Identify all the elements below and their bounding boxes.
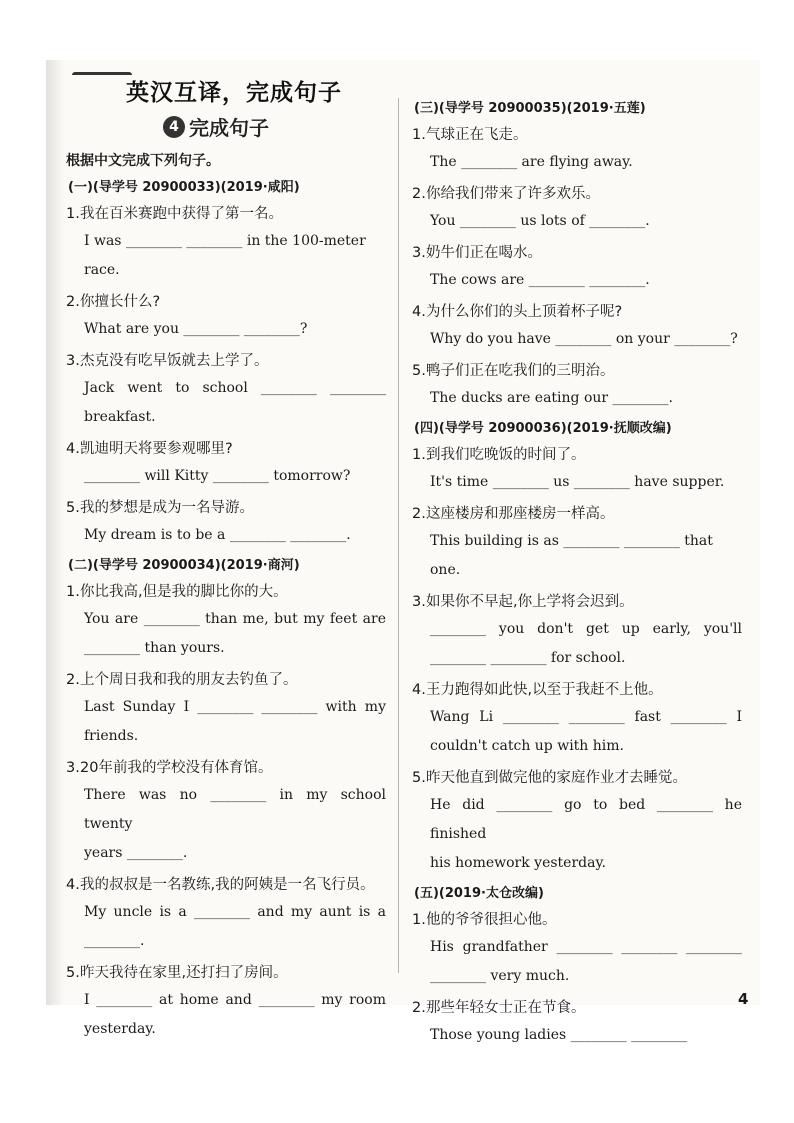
english-sentence: The ________ are flying away.	[430, 154, 633, 170]
chinese-sentence	[412, 181, 742, 207]
chinese-sentence	[66, 289, 386, 315]
group-header: (二)(导学号 20900034)(2019·商河)	[68, 558, 300, 573]
chinese-text: 你擅长什么?	[80, 294, 161, 310]
item-number: 4.	[412, 682, 426, 698]
chinese-sentence	[66, 436, 386, 462]
english-sentence: You are ________ than me, but my feet are	[84, 611, 386, 627]
column-divider	[398, 98, 399, 973]
right-column	[412, 93, 742, 1054]
chinese-text: 鸭子们正在吃我们的三明治。	[426, 363, 615, 379]
exercise-item	[66, 960, 386, 1044]
english-sentence: Jack went to school ________ ________	[84, 380, 386, 396]
exercise-item	[66, 201, 386, 285]
group-header: (四)(导学号 20900036)(2019·抚顺改编)	[414, 421, 672, 436]
english-sentence: Why do you have ________ on your ________?	[430, 331, 738, 347]
exercise-item	[66, 348, 386, 432]
chinese-text: 上个周日我和我的朋友去钓鱼了。	[80, 672, 298, 688]
chinese-text: 我的叔叔是一名教练,我的阿姨是一名飞行员。	[80, 877, 375, 893]
chinese-text: 为什么你们的头上顶着杯子呢?	[426, 304, 623, 320]
chinese-text: 气球正在飞走。	[426, 127, 528, 143]
english-sentence: I ________ at home and ________ my room	[84, 992, 386, 1008]
instruction: 根据中文完成下列句子。	[66, 153, 220, 169]
chinese-text: 我在百米赛跑中获得了第一名。	[80, 206, 283, 222]
chinese-sentence	[66, 872, 386, 898]
english-sentence: ________ very much.	[430, 968, 570, 984]
chinese-sentence	[412, 677, 742, 703]
english-sentence: This building is as ________ ________ that one.	[430, 533, 713, 578]
chinese-text: 昨天我待在家里,还打扫了房间。	[80, 965, 288, 981]
item-number: 3.	[412, 594, 426, 610]
chinese-sentence	[412, 501, 742, 527]
chinese-text: 奶牛们正在喝水。	[426, 245, 542, 261]
english-sentence: ________ you don't get up early, you'll	[430, 621, 742, 637]
chinese-sentence	[412, 358, 742, 384]
group-header: (五)(2019·太仓改编)	[414, 886, 544, 901]
english-sentence: Those young ladies ________ ________	[430, 1027, 688, 1043]
chinese-sentence	[66, 495, 386, 521]
english-sentence: ________ than yours.	[84, 640, 225, 656]
english-sentence: The ducks are eating our ________.	[430, 390, 674, 406]
chinese-sentence	[66, 348, 386, 374]
exercise-item	[412, 240, 742, 295]
section-title	[163, 112, 269, 141]
chinese-sentence	[66, 201, 386, 227]
exercise-item	[66, 872, 386, 956]
item-number: 5.	[412, 770, 426, 786]
chinese-text: 这座楼房和那座楼房一样高。	[426, 506, 615, 522]
english-sentence: My dream is to be a ________ ________.	[84, 527, 351, 543]
item-number: 3.	[66, 353, 80, 369]
item-number: 5.	[412, 363, 426, 379]
exercise-item	[66, 667, 386, 751]
exercise-item	[412, 995, 742, 1050]
english-sentence: It's time ________ us ________ have supper.	[430, 474, 725, 490]
chinese-text: 他的爷爷很担心他。	[426, 912, 557, 928]
item-number: 2.	[66, 672, 80, 688]
item-number: 1.	[412, 447, 426, 463]
item-number: 4.	[66, 441, 80, 457]
exercise-group	[412, 882, 742, 1050]
main-title: 英汉互译，完成句子	[126, 79, 342, 106]
chinese-text: 如果你不早起,你上学将会迟到。	[426, 594, 634, 610]
chinese-text: 杰克没有吃早饭就去上学了。	[80, 353, 269, 369]
item-number: 5.	[66, 500, 80, 516]
chinese-text: 到我们吃晚饭的时间了。	[426, 447, 586, 463]
exercise-item	[66, 436, 386, 491]
item-number: 2.	[412, 1000, 426, 1016]
chinese-text: 你比我高,但是我的脚比你的大。	[80, 584, 288, 600]
item-number: 3.	[412, 245, 426, 261]
exercise-item	[412, 442, 742, 497]
english-sentence: My uncle is a ________ and my aunt is a	[84, 904, 386, 920]
page-shadow	[46, 60, 64, 1005]
exercise-item	[412, 501, 742, 585]
chinese-sentence	[412, 299, 742, 325]
exercise-group	[412, 97, 742, 413]
chinese-text: 凯迪明天将要参观哪里?	[80, 441, 233, 457]
exercise-item	[412, 358, 742, 413]
item-number: 3.	[66, 760, 80, 776]
exercise-item	[412, 765, 742, 878]
english-sentence: There was no ________ in my school twenty	[84, 787, 386, 832]
chinese-sentence	[66, 667, 386, 693]
item-number: 2.	[66, 294, 80, 310]
english-sentence: ________ ________ for school.	[430, 650, 626, 666]
english-sentence: years ________.	[84, 845, 188, 861]
group-header: (一)(导学号 20900033)(2019·咸阳)	[68, 180, 300, 195]
exercise-item	[66, 755, 386, 868]
english-sentence: his homework yesterday.	[430, 855, 606, 871]
section-title-text: 完成句子	[189, 116, 269, 140]
english-sentence: yesterday.	[84, 1021, 156, 1037]
exercise-group	[66, 554, 386, 1044]
chinese-text: 王力跑得如此快,以至于我赶不上他。	[426, 682, 663, 698]
item-number: 1.	[66, 206, 80, 222]
chinese-sentence	[412, 765, 742, 791]
english-sentence: breakfast.	[84, 409, 156, 425]
group-header: (三)(导学号 20900035)(2019·五莲)	[414, 101, 646, 116]
left-column	[66, 150, 386, 1048]
exercise-item	[412, 907, 742, 991]
page-number: 4	[738, 990, 749, 1008]
chinese-text: 我的梦想是成为一名导游。	[80, 500, 254, 516]
english-sentence: His grandfather ________ ________ ________	[430, 939, 742, 955]
chinese-sentence	[412, 240, 742, 266]
item-number: 1.	[66, 584, 80, 600]
chinese-sentence	[66, 579, 386, 605]
exercise-item	[412, 181, 742, 236]
chinese-sentence	[412, 995, 742, 1021]
exercise-item	[66, 289, 386, 344]
chinese-sentence	[412, 122, 742, 148]
item-number: 2.	[412, 186, 426, 202]
english-sentence: The cows are ________ ________.	[430, 272, 650, 288]
item-number: 1.	[412, 127, 426, 143]
english-sentence: Last Sunday I ________ ________ with my	[84, 699, 386, 715]
item-number: 4.	[66, 877, 80, 893]
exercise-group	[412, 417, 742, 878]
english-sentence: Wang Li ________ ________ fast ________ I	[430, 709, 742, 725]
english-sentence: He did ________ go to bed ________ he finished	[430, 797, 742, 842]
english-sentence: friends.	[84, 728, 139, 744]
exercise-item	[412, 589, 742, 673]
chinese-text: 昨天他直到做完他的家庭作业才去睡觉。	[426, 770, 687, 786]
english-sentence: ________.	[84, 933, 145, 949]
item-number: 5.	[66, 965, 80, 981]
exercise-group	[66, 176, 386, 550]
exercise-item	[66, 579, 386, 663]
right-groups	[412, 97, 742, 1050]
item-number: 4.	[412, 304, 426, 320]
english-sentence: couldn't catch up with him.	[430, 738, 624, 754]
top-mark	[72, 72, 132, 81]
chinese-sentence	[412, 442, 742, 468]
english-sentence: What are you ________ ________?	[84, 321, 308, 337]
chinese-sentence	[412, 589, 742, 615]
item-number: 1.	[412, 912, 426, 928]
exercise-item	[412, 299, 742, 354]
section-number-icon: 4	[163, 116, 185, 138]
chinese-text: 那些年轻女士正在节食。	[426, 1000, 586, 1016]
english-sentence: ________ will Kitty ________ tomorrow?	[84, 468, 351, 484]
chinese-text: 你给我们带来了许多欢乐。	[426, 186, 600, 202]
chinese-sentence	[66, 960, 386, 986]
chinese-sentence	[66, 755, 386, 781]
exercise-item	[412, 122, 742, 177]
exercise-item	[66, 495, 386, 550]
left-groups	[66, 176, 386, 1044]
english-sentence: You ________ us lots of ________.	[430, 213, 650, 229]
exercise-item	[412, 677, 742, 761]
chinese-sentence	[412, 907, 742, 933]
item-number: 2.	[412, 506, 426, 522]
english-sentence: I was ________ ________ in the 100-meter race.	[84, 233, 366, 278]
chinese-text: 20年前我的学校没有体育馆。	[80, 760, 273, 776]
